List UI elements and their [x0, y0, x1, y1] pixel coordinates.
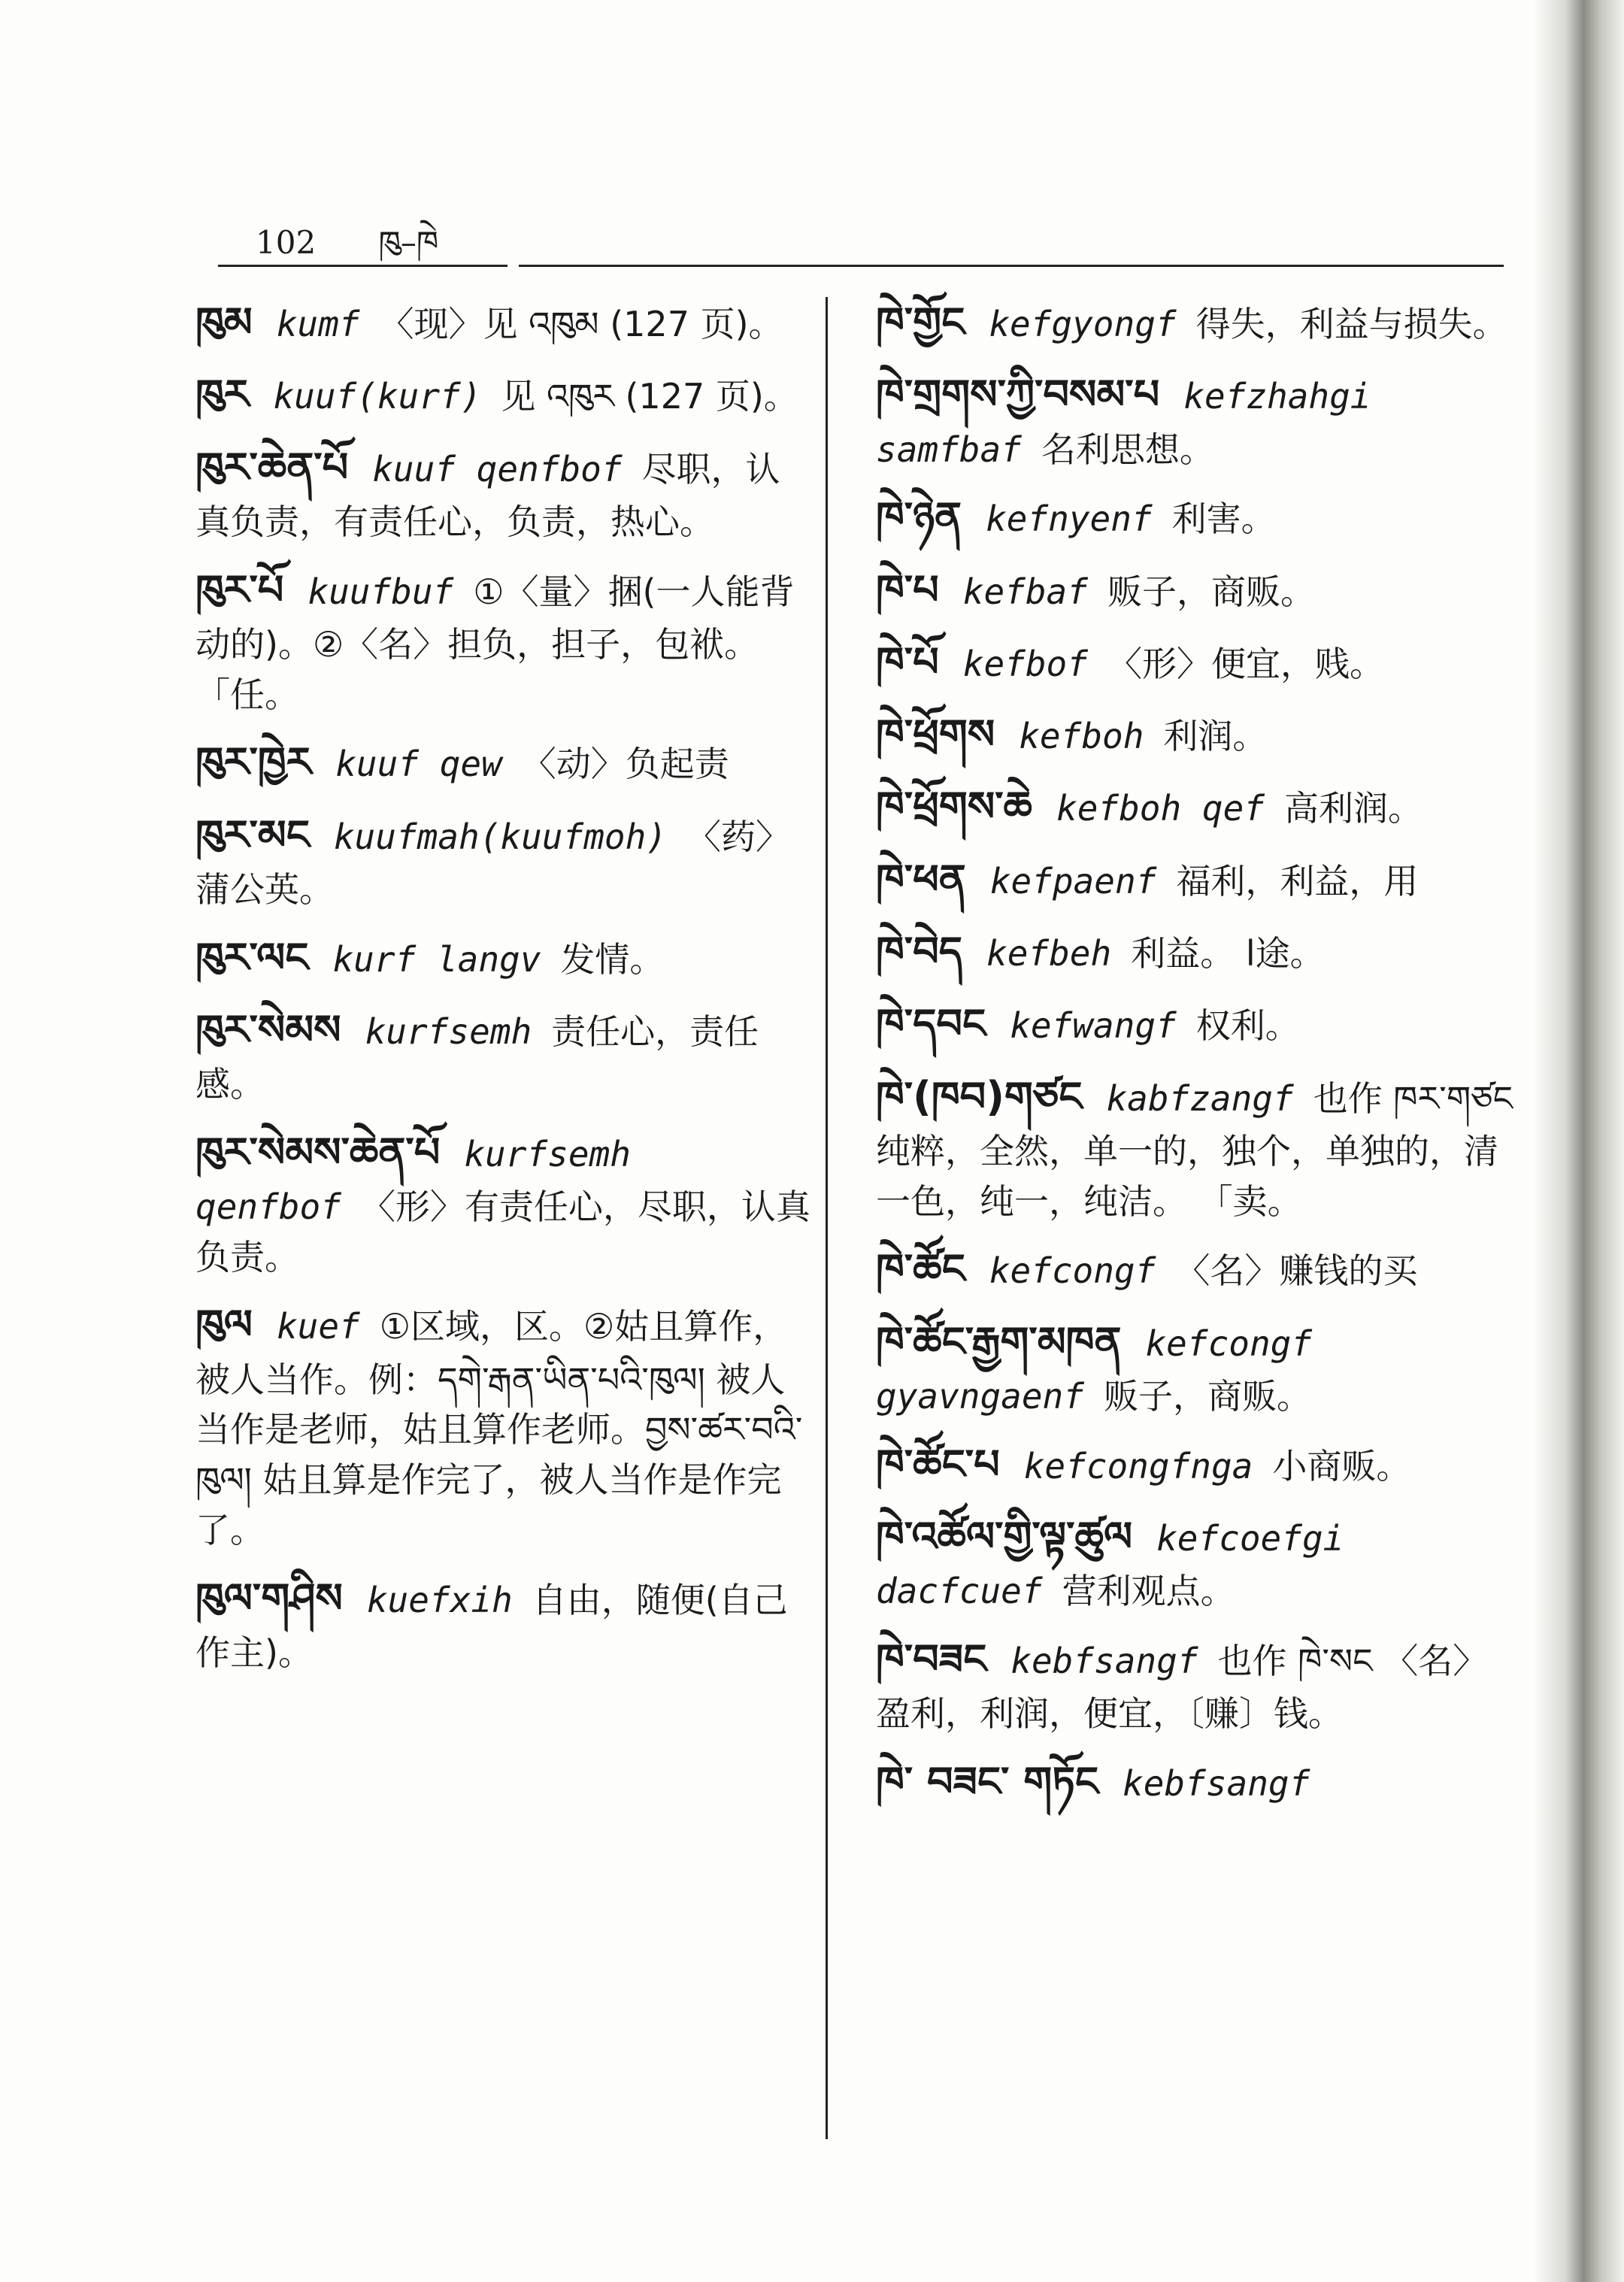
dictionary-entry: [876, 850, 1515, 909]
headword: ཁེ་གྲགས་ཀྱི་བསམ་པ: [876, 371, 1160, 419]
header-rule-right: [519, 265, 1504, 267]
definition: 〈名〉赚钱的买: [1175, 1250, 1418, 1292]
headword: ཁུར་མང: [195, 811, 310, 859]
page-edge-shadow: [1534, 0, 1624, 2282]
romanization: kuuf qenfbof: [372, 448, 623, 489]
romanization: kurfsemh: [365, 1011, 532, 1052]
headword: ཁེ་གྱོང: [876, 299, 965, 346]
dictionary-entry: [876, 293, 1515, 352]
right-column: [876, 293, 1515, 1825]
headword: ཁུར་ཁྱེར: [195, 738, 312, 786]
definition: 小商贩。: [1272, 1445, 1411, 1486]
dictionary-entry: [195, 1296, 812, 1555]
definition: 也作 ཁེ་སང 〈名〉盈利，利润，便宜，〔赚〕钱。: [876, 1640, 1488, 1735]
headword: ཁེ་འཚོལ་གྱི་ལྟ་ཚུལ: [876, 1512, 1133, 1560]
romanization: kefcongf gyavngaenf: [876, 1323, 1313, 1417]
dictionary-entry: [876, 365, 1515, 474]
page-number: 102: [256, 224, 317, 261]
definition: ①〈量〉捆(一人能背动的)。②〈名〉担负，担子，包袱。「任。: [195, 571, 795, 715]
romanization: kuuf(kurf): [273, 376, 482, 417]
dictionary-entry: [195, 561, 812, 720]
dictionary-entry: [876, 1508, 1515, 1617]
romanization: kefboh qef: [1056, 788, 1265, 829]
definition: 〈药〉蒲公英。: [195, 816, 790, 910]
romanization: kuuf qew: [335, 744, 502, 785]
dictionary-entry: [876, 633, 1515, 692]
dictionary-entry: [876, 1313, 1515, 1422]
romanization: kurf langv: [332, 938, 541, 980]
definition: 利害。: [1171, 499, 1276, 540]
romanization: kefbeh: [986, 933, 1112, 974]
romanization: kefnyenf: [986, 499, 1153, 540]
headword: ཁེ་པ: [876, 565, 939, 614]
running-head: ཁུ–ཁེ: [378, 224, 439, 261]
definition: 营利观点。: [1062, 1571, 1235, 1612]
headword: ཁེ་ཚོང: [876, 1245, 965, 1293]
headword: ཁེ་བཟང: [876, 1635, 987, 1683]
header-rule-left: [218, 265, 508, 267]
romanization: kefbaf: [962, 571, 1088, 612]
romanization: kefwangf: [1010, 1005, 1177, 1047]
definition: 高利润。: [1283, 788, 1423, 829]
dictionary-entry: [195, 1123, 812, 1283]
definition: 见 འཁུར (127 页)。: [501, 376, 798, 417]
romanization: kuef: [276, 1306, 360, 1347]
romanization: kuufmah(kuufmoh): [333, 816, 667, 857]
headword: ཁེ་པོ: [876, 638, 939, 686]
romanization: kefcongfnga: [1023, 1445, 1253, 1486]
dictionary-entry: [876, 488, 1515, 547]
definition: 名利思想。: [1041, 429, 1214, 470]
definition: 〈形〉有责任心，尽职，认真负责。: [195, 1186, 810, 1277]
column-divider: [826, 297, 828, 2139]
headword: ཁེ་ཉེན: [876, 493, 962, 541]
dictionary-entry: [195, 806, 812, 915]
romanization: kefboh: [1019, 716, 1144, 757]
headword: ཁེ་(ཁབ)གཙང: [876, 1072, 1083, 1120]
definition: 贩子，商贩。: [1107, 571, 1315, 612]
headword: ཁུར་ལང: [195, 933, 309, 981]
headword: ཁེ་ཚོང་པ: [876, 1440, 1000, 1488]
dictionary-entry: [195, 293, 812, 352]
dictionary-entry: [876, 561, 1515, 620]
romanization: kefcoefgi dacfcuef: [876, 1517, 1344, 1612]
dictionary-entry: [876, 1630, 1515, 1739]
romanization: kabfzangf: [1106, 1077, 1294, 1119]
dictionary-entry: [876, 1240, 1515, 1299]
headword: ཁུལ: [195, 1301, 253, 1349]
headword: ཁེ་ཕན: [876, 855, 966, 903]
dictionary-entry: [195, 438, 812, 547]
definition: 〈形〉便宜，贱。: [1107, 643, 1384, 684]
romanization: kefcongf: [989, 1250, 1156, 1292]
dictionary-entry: [876, 705, 1515, 764]
definition: 福利，利益，用: [1176, 860, 1419, 902]
definition: 也作 ཁར་གཙང 纯粹，全然，单一的，独个，单独的，清一色，纯一，纯洁。 「卖。: [876, 1077, 1513, 1222]
romanization: kefpaenf: [989, 860, 1157, 902]
definition: 发情。: [560, 938, 665, 980]
dictionary-entry: [876, 995, 1515, 1053]
definition: 〈现〉见 འཁུམ (127 页)。: [379, 304, 783, 344]
page-header: [256, 207, 491, 296]
headword: ཁུར་ཆེན་པོ: [195, 443, 349, 491]
definition: ①区域，区。②姑且算作，被人当作。例：དགེ་རྒན་ཡིན་པའི་ཁུལ། 被人当作是老师，姑且算作老师。བྱས་ཚར་བའི་ཁུལ། 姑且算是作完了，被人当作是作完了。: [195, 1306, 803, 1550]
dictionary-entry: [876, 1068, 1515, 1227]
romanization: kurfsemh qenfbof: [195, 1133, 631, 1228]
headword: ཁེ་བེད: [876, 928, 963, 976]
headword: ཁུལ་གཤིས: [195, 1574, 343, 1622]
romanization: kefbof: [962, 643, 1088, 684]
definition: 贩子，商贩。: [1103, 1375, 1311, 1417]
headword: ཁེ་ བཟང་ གཏོང: [876, 1757, 1099, 1805]
headword: ཁེ་དབང: [876, 1000, 986, 1048]
dictionary-entry: [195, 1569, 812, 1678]
dictionary-entry: [195, 929, 812, 987]
headword: ཁུར་སེམས: [195, 1005, 341, 1053]
headword: ཁེ་ཕྲོགས་ཆེ: [876, 783, 1033, 831]
dictionary-entry: [876, 1753, 1515, 1811]
dictionary-entry: [195, 733, 812, 792]
definition: 〈动〉负起责: [521, 744, 729, 785]
dictionary-entry: [876, 1435, 1515, 1494]
romanization: kebfsangf: [1010, 1640, 1198, 1681]
headword: ཁུར་སེམས་ཆེན་པོ: [195, 1128, 441, 1176]
dictionary-entry: [195, 1001, 812, 1110]
headword: ཁུར: [195, 371, 250, 419]
headword: ཁེ་ཕྲོགས: [876, 711, 995, 759]
dictionary-entry: [876, 923, 1515, 981]
headword: ཁེ་ཚོང་རྒྱག་མཁན: [876, 1317, 1122, 1365]
romanization: kebfsangf: [1123, 1762, 1310, 1804]
left-column: [195, 293, 812, 1692]
definition: 责任心，责任感。: [195, 1011, 759, 1105]
definition: 利润。: [1163, 716, 1268, 757]
headword: ཁུམ: [195, 299, 253, 346]
definition: 权利。: [1195, 1005, 1300, 1047]
definition: 利益。 l途。: [1131, 933, 1325, 974]
romanization: kuefxih: [366, 1579, 513, 1620]
definition: 自由，随便(自己作主)。: [195, 1579, 788, 1673]
romanization: kuufbuf: [308, 571, 454, 612]
headword: ཁུར་པོ: [195, 565, 284, 614]
romanization: kumf: [276, 304, 360, 344]
dictionary-entry: [876, 777, 1515, 836]
definition: 得失，利益与损失。: [1195, 304, 1507, 344]
romanization: kefzhahgi samfbaf: [876, 376, 1371, 470]
dictionary-entry: [195, 365, 812, 424]
definition: 尽职，认真负责，有责任心，负责，热心。: [195, 448, 780, 542]
romanization: kefgyongf: [989, 304, 1177, 344]
